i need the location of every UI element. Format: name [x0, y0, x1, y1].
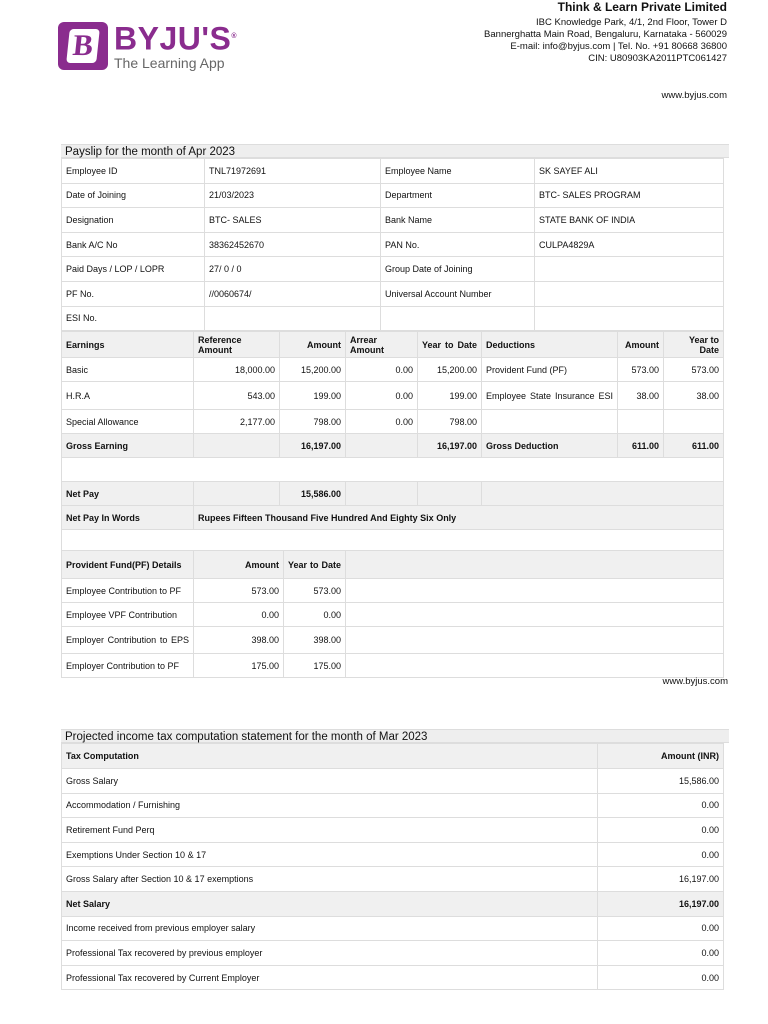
deduction-amount: 573.00 — [618, 358, 664, 382]
tax-row — [62, 941, 724, 966]
company-contact: E-mail: info@byjus.com | Tel. No. +91 80668 36800 — [510, 41, 727, 52]
earning-ytd: 798.00 — [418, 410, 482, 434]
tax-row-value: 15,586.00 — [598, 769, 724, 794]
tax-row — [62, 965, 724, 990]
tax-row-value: 0.00 — [598, 793, 724, 818]
earning-ytd: 199.00 — [418, 382, 482, 410]
pf-amount: 398.00 — [194, 627, 284, 654]
pf-empty — [346, 627, 724, 654]
net-pay-row — [62, 482, 724, 506]
deduction-amount: 38.00 — [618, 382, 664, 410]
deduction-name: Provident Fund (PF) — [482, 358, 618, 382]
pf-ytd: 398.00 — [284, 627, 346, 654]
registered-mark: ® — [231, 33, 237, 41]
tax-row-value: 0.00 — [598, 916, 724, 941]
company-address-1: IBC Knowledge Park, 4/1, 2nd Floor, Tower D — [536, 17, 727, 28]
info-label: Bank Name — [381, 208, 535, 233]
pf-row — [62, 603, 724, 627]
tax-amount-header: Amount (INR) — [598, 744, 724, 769]
tax-row-value: 0.00 — [598, 965, 724, 990]
logo-mark — [58, 22, 108, 70]
info-label: ESI No. — [62, 306, 205, 331]
gross-deduction-amount: 611.00 — [618, 434, 664, 458]
logo-text — [114, 21, 237, 71]
website-link-mid[interactable]: www.byjus.com — [662, 676, 728, 687]
deduction-name — [482, 410, 618, 434]
pf-name: Employee Contribution to PF — [62, 579, 194, 603]
tax-row-value: 0.00 — [598, 941, 724, 966]
info-value: BTC- SALES PROGRAM — [535, 183, 724, 208]
pf-ytd: 175.00 — [284, 654, 346, 678]
net-pay-words-row — [62, 506, 724, 530]
info-label: Bank A/C No — [62, 232, 205, 257]
earnings-row — [62, 410, 724, 434]
tax-row-label: Professional Tax recovered by previous employer — [62, 941, 598, 966]
tax-row-value: 0.00 — [598, 818, 724, 843]
pf-amount: 175.00 — [194, 654, 284, 678]
tax-row-label: Gross Salary after Section 10 & 17 exemptions — [62, 867, 598, 892]
info-label: Group Date of Joining — [381, 257, 535, 282]
info-row — [62, 281, 724, 306]
info-value: 27/ 0 / 0 — [205, 257, 381, 282]
tax-row — [62, 916, 724, 941]
net-pay-empty-2 — [346, 482, 418, 506]
pf-row — [62, 654, 724, 678]
spacer-row — [62, 458, 724, 482]
earnings-row — [62, 358, 724, 382]
info-label: Universal Account Number — [381, 281, 535, 306]
earning-name: H.R.A — [62, 382, 194, 410]
pf-amount: 573.00 — [194, 579, 284, 603]
info-row — [62, 232, 724, 257]
pf-empty — [346, 579, 724, 603]
info-label — [381, 306, 535, 331]
earning-arrear: 0.00 — [346, 410, 418, 434]
tax-row — [62, 867, 724, 892]
earnings-row — [62, 382, 724, 410]
pf-ytd: 0.00 — [284, 603, 346, 627]
pf-amount-header: Amount — [194, 551, 284, 579]
net-pay-empty-4 — [482, 482, 724, 506]
earnings-table — [61, 331, 724, 554]
reference-amount-header: Reference Amount — [194, 332, 280, 358]
website-link-top[interactable]: www.byjus.com — [661, 90, 727, 101]
earning-amount: 199.00 — [280, 382, 346, 410]
arrear-amount-header: Arrear Amount — [346, 332, 418, 358]
brand-name: BYJU'S — [114, 20, 232, 57]
pf-row — [62, 579, 724, 603]
net-pay-empty-3 — [418, 482, 482, 506]
pf-empty — [346, 603, 724, 627]
amount-header: Amount — [280, 332, 346, 358]
info-label: Employee Name — [381, 159, 535, 184]
pf-row — [62, 627, 724, 654]
info-label: Designation — [62, 208, 205, 233]
info-row — [62, 208, 724, 233]
logo-letter: B — [66, 29, 100, 63]
tax-row-label: Exemptions Under Section 10 & 17 — [62, 842, 598, 867]
tax-row-value: 0.00 — [598, 842, 724, 867]
net-pay-words-label: Net Pay In Words — [62, 506, 194, 530]
tax-computation-header: Tax Computation — [62, 744, 598, 769]
gross-earning-label: Gross Earning — [62, 434, 194, 458]
info-value — [535, 257, 724, 282]
gross-deduction-ytd: 611.00 — [664, 434, 724, 458]
info-value: TNL71972691 — [205, 159, 381, 184]
net-pay-words-value: Rupees Fifteen Thousand Five Hundred And Eighty Six Only — [194, 506, 724, 530]
brand-tagline: The Learning App — [114, 54, 225, 71]
info-label: Paid Days / LOP / LOPR — [62, 257, 205, 282]
pf-header-empty — [346, 551, 724, 579]
ytd-header: Year to Date — [418, 332, 482, 358]
gross-earning-ytd: 16,197.00 — [418, 434, 482, 458]
company-address-2: Bannerghatta Main Road, Bengaluru, Karnataka - 560029 — [484, 29, 727, 40]
deductions-header: Deductions — [482, 332, 618, 358]
spacer-cell — [62, 458, 724, 482]
net-pay-empty — [194, 482, 280, 506]
tax-row — [62, 769, 724, 794]
tax-row-label: Net Salary — [62, 891, 598, 916]
company-info — [484, 0, 727, 65]
info-label: PF No. — [62, 281, 205, 306]
pf-details-header: Provident Fund(PF) Details — [62, 551, 194, 579]
earning-amount: 798.00 — [280, 410, 346, 434]
info-value — [205, 306, 381, 331]
pf-name: Employer Contribution to PF — [62, 654, 194, 678]
pf-ytd: 573.00 — [284, 579, 346, 603]
pf-ytd-header: Year to Date — [284, 551, 346, 579]
info-value: 21/03/2023 — [205, 183, 381, 208]
earnings-header-row — [62, 332, 724, 358]
deduction-ytd: 38.00 — [664, 382, 724, 410]
info-row — [62, 159, 724, 184]
earning-reference-amount: 18,000.00 — [194, 358, 280, 382]
company-cin: CIN: U80903KA2011PTC061427 — [588, 53, 727, 64]
info-value — [535, 306, 724, 331]
pf-amount: 0.00 — [194, 603, 284, 627]
tax-row-label: Professional Tax recovered by Current Employer — [62, 965, 598, 990]
tax-row-label: Income received from previous employer salary — [62, 916, 598, 941]
payslip-title: Payslip for the month of Apr 2023 — [61, 144, 729, 158]
deduction-ytd — [664, 410, 724, 434]
earning-amount: 15,200.00 — [280, 358, 346, 382]
company-name: Think & Learn Private Limited — [557, 0, 727, 14]
tax-row-value: 16,197.00 — [598, 867, 724, 892]
info-row — [62, 306, 724, 331]
net-pay-amount: 15,586.00 — [280, 482, 346, 506]
earning-name: Basic — [62, 358, 194, 382]
company-logo — [58, 22, 237, 70]
tax-row — [62, 891, 724, 916]
earning-arrear: 0.00 — [346, 358, 418, 382]
tax-header-row — [62, 744, 724, 769]
gross-empty — [194, 434, 280, 458]
info-value: 38362452670 — [205, 232, 381, 257]
info-label: Employee ID — [62, 159, 205, 184]
gross-row — [62, 434, 724, 458]
pf-table — [61, 550, 724, 678]
tax-row-value: 16,197.00 — [598, 891, 724, 916]
employee-info-table — [61, 158, 724, 331]
tax-title: Projected income tax computation statement for the month of Mar 2023 — [61, 729, 729, 743]
tax-row — [62, 793, 724, 818]
deduction-amount — [618, 410, 664, 434]
earning-reference-amount: 2,177.00 — [194, 410, 280, 434]
info-value — [535, 281, 724, 306]
tax-row-label: Gross Salary — [62, 769, 598, 794]
earning-reference-amount: 543.00 — [194, 382, 280, 410]
info-label: Department — [381, 183, 535, 208]
earnings-header: Earnings — [62, 332, 194, 358]
pf-empty — [346, 654, 724, 678]
gross-earning-amount: 16,197.00 — [280, 434, 346, 458]
info-value: SK SAYEF ALI — [535, 159, 724, 184]
gross-deduction-label: Gross Deduction — [482, 434, 618, 458]
tax-row-label: Accommodation / Furnishing — [62, 793, 598, 818]
pf-name: Employer Contribution to EPS — [62, 627, 194, 654]
tax-row-label: Retirement Fund Perq — [62, 818, 598, 843]
earning-ytd: 15,200.00 — [418, 358, 482, 382]
info-value: //0060674/ — [205, 281, 381, 306]
info-row — [62, 183, 724, 208]
tax-row — [62, 818, 724, 843]
tax-table — [61, 743, 724, 990]
info-value: STATE BANK OF INDIA — [535, 208, 724, 233]
info-value: CULPA4829A — [535, 232, 724, 257]
deduction-ytd: 573.00 — [664, 358, 724, 382]
info-value: BTC- SALES — [205, 208, 381, 233]
deduction-ytd-header: Year to Date — [664, 332, 724, 358]
deduction-name: Employee State Insurance ESI — [482, 382, 618, 410]
info-label: PAN No. — [381, 232, 535, 257]
earning-arrear: 0.00 — [346, 382, 418, 410]
tax-row — [62, 842, 724, 867]
pf-name: Employee VPF Contribution — [62, 603, 194, 627]
deduction-amount-header: Amount — [618, 332, 664, 358]
logo-name — [114, 21, 237, 55]
net-pay-label: Net Pay — [62, 482, 194, 506]
earning-name: Special Allowance — [62, 410, 194, 434]
pf-header-row — [62, 551, 724, 579]
info-label: Date of Joining — [62, 183, 205, 208]
info-row — [62, 257, 724, 282]
gross-arrear-empty — [346, 434, 418, 458]
